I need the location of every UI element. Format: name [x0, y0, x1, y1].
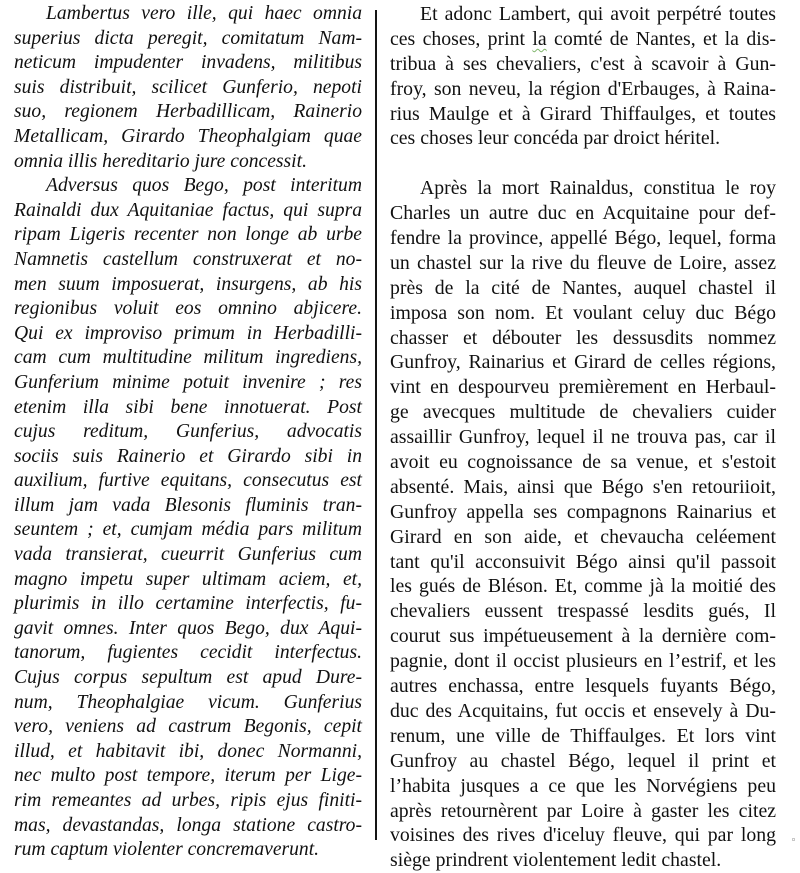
- text-fragment: ces choses, print: [390, 27, 533, 50]
- text-line: magno impetu super ultimam aciem, et,: [14, 568, 362, 590]
- text-line: seuntem ; et, cumjam média pars militum: [14, 519, 362, 541]
- text-line: courut sus impétueusement à la dernière com-: [390, 625, 776, 648]
- text-line: rius Maulge et à Girard Thiffaulges, et toutes: [390, 102, 776, 125]
- text-line: siège prindrent violentement ledit chastel.: [390, 849, 722, 872]
- text-line: num, Theophalgiae vicum. Gunferius: [14, 691, 362, 713]
- text-line: un chastel sur la rive du fleuve de Loire, assez: [390, 251, 776, 274]
- text-line: illud, et habitavit ibi, donec Normanni,: [14, 740, 362, 762]
- text-line: les gués de Bléson. Et, comme jà la moitié des: [390, 575, 776, 598]
- text-line: fendre la province, appellé Bégo, lequel, forma: [390, 227, 776, 250]
- column-divider: [375, 10, 377, 840]
- text-line: rum captum violenter concremaverunt.: [14, 839, 320, 861]
- text-line: ripam Ligeris recenter non longe ab urbe: [14, 224, 362, 246]
- text-line: suo, regionem Herbadillicam, Rainerio: [14, 101, 362, 123]
- text-line: neticum impudenter invadens, militibus: [14, 52, 362, 74]
- french-paragraph-1: [390, 2, 776, 151]
- text-line: gavit omnes. Inter quos Bego, dux Aqui-: [14, 617, 362, 639]
- text-line: superius dicta peregit, comitatum Nam-: [14, 27, 362, 49]
- text-line: l’habita jusques a ce que les Norvégiens peu: [390, 774, 776, 797]
- text-line: Namnetis castellum construxerat et no-: [14, 248, 362, 270]
- text-line: tribua à ses chevaliers, c'est à scavoir à Gun-: [390, 52, 776, 75]
- text-line: chasser et débouter les dessusdits nommez: [390, 326, 776, 349]
- text-line: froy, son neveu, la région d'Erbauges, à Raina-: [390, 77, 776, 100]
- french-column: [390, 2, 776, 873]
- text-line: sociis suis Rainerio et Girardo sibi in: [14, 445, 362, 467]
- text-line: Gunfroy, Rainarius et Girard de celles régions,: [390, 351, 776, 374]
- french-paragraph-2: [390, 176, 776, 873]
- text-line: Gunfroy au chastel Bégo, lequel il print et: [390, 749, 776, 772]
- text-line: Qui ex improviso primum in Herbadilli-: [14, 322, 362, 344]
- text-line: Gunfroy appella ses compagnons Rainarius et: [390, 500, 776, 523]
- text-line: vint en despourveu premièrement en Herbaul-: [390, 376, 776, 399]
- text-line: Metallicam, Girardo Theophalgiam quae: [14, 125, 362, 147]
- text-line: renum, une ville de Thiffaulges. Et lors vint: [390, 724, 776, 747]
- text-line: Rainaldi dux Aquitaniae factus, qui supra: [14, 199, 362, 221]
- text-line: voisines des rives d'iceluy fleuve, qui par long: [390, 824, 776, 847]
- spellcheck-flagged-word[interactable]: la: [532, 27, 547, 50]
- corner-mark-icon: [792, 838, 795, 841]
- text-line: Et adonc Lambert, qui avoit perpétré toutes: [420, 3, 776, 25]
- text-line: assaillir Gunfroy, lequel il ne trouva pas, car il: [390, 426, 776, 449]
- text-line: cam cum multitudine militum ingrediens,: [14, 347, 362, 369]
- latin-column: [14, 2, 362, 863]
- text-line: suis distribuit, scilicet Gunferio, nepoti: [14, 76, 362, 98]
- text-line: Adversus quos Bego, post interitum: [46, 175, 362, 197]
- text-line: auxilium, furtive equitans, consecutus est: [14, 470, 362, 492]
- text-line: avoit eu cognoissance de sa venue, et s'estoit: [390, 451, 776, 474]
- latin-paragraph-1: [14, 2, 362, 174]
- text-line: rim remeantes ad urbes, ripis ejus finiti-: [14, 790, 362, 811]
- text-line: regionibus voluit eos omnino abjicere.: [14, 298, 362, 320]
- text-line: absenté. Mais, ainsi que Bégo s'en retouriioit,: [390, 475, 776, 498]
- text-line: nec multo post tempore, iterum per Lige-: [14, 765, 362, 787]
- text-fragment: comté de Nantes, et la dis-: [546, 27, 776, 50]
- text-line: vero, veniens ad castrum Begonis, cepit: [14, 716, 362, 738]
- text-line: Après la mort Rainaldus, constitua le roy: [420, 177, 776, 200]
- text-line: près de la cité de Nantes, auquel chastel il: [390, 276, 776, 299]
- text-line: Gunferium minime potuit invenire ; res: [14, 371, 362, 393]
- text-line: Cujus corpus sepultum est apud Dure-: [14, 667, 362, 689]
- text-line: Girard en son aide, et chevaucha celéement: [390, 525, 776, 548]
- paragraph-gap: [390, 151, 776, 176]
- latin-paragraph-2: [14, 174, 362, 863]
- text-line: cujus reditum, Gunferius, advocatis: [14, 421, 362, 443]
- text-line-with-spellcheck: [390, 27, 776, 52]
- text-line: chevaliers eussent trespassé lesdits gués, Il: [390, 600, 776, 623]
- text-line: ces choses leur concéda par droict héritel.: [390, 127, 721, 150]
- text-line: Lambertus vero ille, qui haec omnia: [46, 3, 362, 24]
- text-line: tanorum, fugientes cecidit interfectus.: [14, 642, 362, 664]
- text-line: omnia illis hereditario jure concessit.: [14, 150, 307, 172]
- text-line: vada transierat, cueurrit Gunferius cum: [14, 544, 362, 566]
- text-line: mas, devastandas, longa statione castro-: [14, 814, 362, 836]
- text-line: etenim illa sibi bene innotuerat. Post: [14, 396, 362, 418]
- text-line: ge avecques multitude de chevaliers cuider: [390, 401, 776, 424]
- text-line: Charles un autre duc en Acquitaine pour def-: [390, 202, 776, 225]
- text-line: autres enchassa, entre lesquels fuyants Bégo,: [390, 675, 776, 698]
- text-line: men suum imposuerat, insurgens, ab his: [14, 273, 362, 295]
- text-line: duc des Acquitains, fut occis et ensevely à Du-: [390, 699, 776, 722]
- text-line: imposa son nom. Et voulant celuy duc Bégo: [390, 301, 776, 324]
- text-line: après retournèrent par Loire à gaster les citez: [390, 799, 776, 822]
- text-line: tant qu'il acconsuivit Bégo ainsi qu'il passoit: [390, 550, 776, 573]
- text-line: illum jam vada Blesonis fluminis tran-: [14, 494, 362, 516]
- text-line: pagnie, dont il occist plusieurs en l’estrif, et les: [390, 650, 776, 673]
- text-line: plurimis in illo certamine interfectis, fu-: [14, 593, 362, 615]
